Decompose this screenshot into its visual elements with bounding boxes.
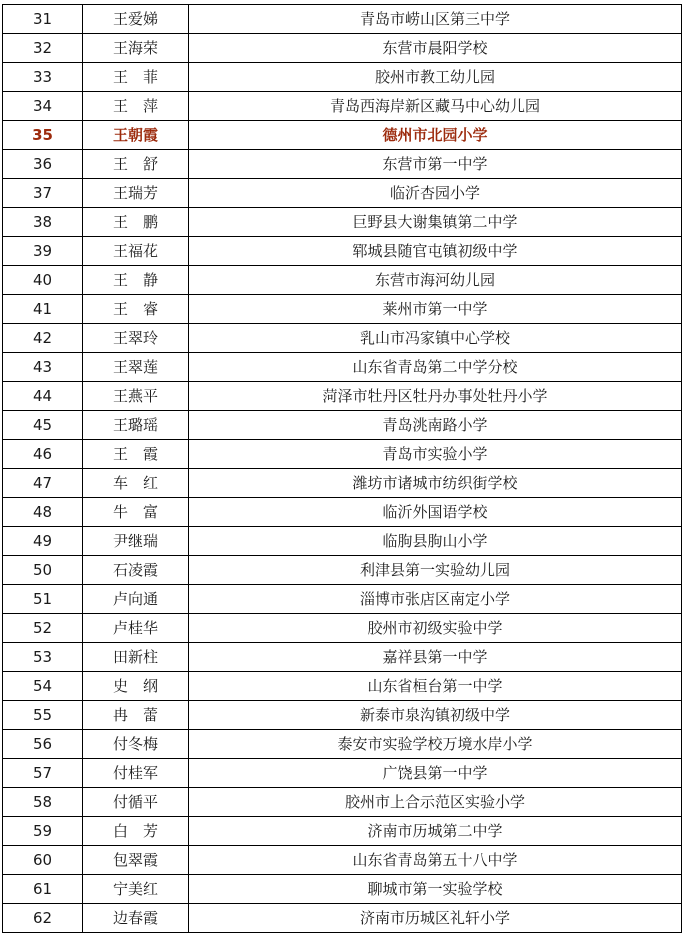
teacher-name-cell: 王海荣 — [83, 34, 189, 63]
teacher-name-cell: 王 静 — [83, 266, 189, 295]
teacher-name-cell: 王福花 — [83, 237, 189, 266]
table-row — [3, 34, 682, 63]
school-name-cell: 胶州市教工幼儿园 — [189, 63, 682, 92]
teacher-name-cell: 王 鹏 — [83, 208, 189, 237]
school-name-cell: 山东省桓台第一中学 — [189, 672, 682, 701]
teacher-name-cell: 王朝霞 — [83, 121, 189, 150]
school-name-cell: 德州市北园小学 — [189, 121, 682, 150]
school-name-cell: 胶州市初级实验中学 — [189, 614, 682, 643]
school-name-cell: 山东省青岛第五十八中学 — [189, 846, 682, 875]
row-number-cell: 31 — [3, 5, 83, 34]
row-number-cell: 47 — [3, 469, 83, 498]
table-row — [3, 527, 682, 556]
table-row — [3, 614, 682, 643]
teacher-name-cell: 牛 富 — [83, 498, 189, 527]
teacher-name-cell: 王璐瑶 — [83, 411, 189, 440]
teacher-name-cell: 付循平 — [83, 788, 189, 817]
table-row — [3, 382, 682, 411]
school-name-cell: 巨野县大谢集镇第二中学 — [189, 208, 682, 237]
teacher-name-cell: 王瑞芳 — [83, 179, 189, 208]
row-number-cell: 36 — [3, 150, 83, 179]
table-row — [3, 759, 682, 788]
teacher-name-cell: 王翠玲 — [83, 324, 189, 353]
teacher-name-cell: 车 红 — [83, 469, 189, 498]
teacher-name-cell: 包翠霞 — [83, 846, 189, 875]
school-name-cell: 嘉祥县第一中学 — [189, 643, 682, 672]
row-number-cell: 61 — [3, 875, 83, 904]
row-number-cell: 58 — [3, 788, 83, 817]
teacher-name-cell: 王燕平 — [83, 382, 189, 411]
teacher-name-cell: 王 萍 — [83, 92, 189, 121]
row-number-cell: 53 — [3, 643, 83, 672]
row-number-cell: 43 — [3, 353, 83, 382]
school-name-cell: 济南市历城区礼轩小学 — [189, 904, 682, 933]
teacher-name-cell: 白 芳 — [83, 817, 189, 846]
table-row — [3, 788, 682, 817]
school-name-cell: 胶州市上合示范区实验小学 — [189, 788, 682, 817]
table-row — [3, 208, 682, 237]
teacher-name-cell: 田新柱 — [83, 643, 189, 672]
teacher-name-cell: 卢桂华 — [83, 614, 189, 643]
table-row — [3, 266, 682, 295]
school-name-cell: 东营市晨阳学校 — [189, 34, 682, 63]
school-name-cell: 泰安市实验学校万境水岸小学 — [189, 730, 682, 759]
teacher-name-cell: 付冬梅 — [83, 730, 189, 759]
row-number-cell: 62 — [3, 904, 83, 933]
row-number-cell: 46 — [3, 440, 83, 469]
school-name-cell: 淄博市张店区南定小学 — [189, 585, 682, 614]
teacher-name-cell: 王翠莲 — [83, 353, 189, 382]
teacher-name-cell: 卢向通 — [83, 585, 189, 614]
teacher-name-cell: 石凌霞 — [83, 556, 189, 585]
teacher-name-cell: 王 舒 — [83, 150, 189, 179]
table-row — [3, 295, 682, 324]
row-number-cell: 38 — [3, 208, 83, 237]
row-number-cell: 49 — [3, 527, 83, 556]
row-number-cell: 40 — [3, 266, 83, 295]
table-row — [3, 92, 682, 121]
table-row — [3, 440, 682, 469]
school-name-cell: 潍坊市诸城市纺织街学校 — [189, 469, 682, 498]
row-number-cell: 42 — [3, 324, 83, 353]
table-row — [3, 324, 682, 353]
teacher-name-cell: 宁美红 — [83, 875, 189, 904]
table-row — [3, 672, 682, 701]
row-number-cell: 44 — [3, 382, 83, 411]
row-number-cell: 57 — [3, 759, 83, 788]
row-number-cell: 50 — [3, 556, 83, 585]
school-name-cell: 郓城县随官屯镇初级中学 — [189, 237, 682, 266]
school-name-cell: 临沂外国语学校 — [189, 498, 682, 527]
roster-body — [3, 5, 682, 933]
row-number-cell: 35 — [3, 121, 83, 150]
teacher-name-cell: 边春霞 — [83, 904, 189, 933]
table-row — [3, 817, 682, 846]
table-row — [3, 701, 682, 730]
teacher-name-cell: 王 菲 — [83, 63, 189, 92]
row-number-cell: 32 — [3, 34, 83, 63]
school-name-cell: 青岛西海岸新区藏马中心幼儿园 — [189, 92, 682, 121]
table-row — [3, 730, 682, 759]
table-row — [3, 498, 682, 527]
table-row — [3, 121, 682, 150]
school-name-cell: 山东省青岛第二中学分校 — [189, 353, 682, 382]
school-name-cell: 青岛洮南路小学 — [189, 411, 682, 440]
row-number-cell: 37 — [3, 179, 83, 208]
row-number-cell: 56 — [3, 730, 83, 759]
teacher-name-cell: 付桂军 — [83, 759, 189, 788]
teacher-name-cell: 王 霞 — [83, 440, 189, 469]
teacher-name-cell: 王 睿 — [83, 295, 189, 324]
table-row — [3, 875, 682, 904]
table-row — [3, 556, 682, 585]
table-row — [3, 5, 682, 34]
row-number-cell: 52 — [3, 614, 83, 643]
roster-table — [2, 4, 682, 933]
row-number-cell: 59 — [3, 817, 83, 846]
school-name-cell: 广饶县第一中学 — [189, 759, 682, 788]
school-name-cell: 东营市第一中学 — [189, 150, 682, 179]
teacher-name-cell: 尹继瑞 — [83, 527, 189, 556]
table-row — [3, 179, 682, 208]
table-row — [3, 237, 682, 266]
school-name-cell: 莱州市第一中学 — [189, 295, 682, 324]
table-row — [3, 353, 682, 382]
school-name-cell: 利津县第一实验幼儿园 — [189, 556, 682, 585]
table-row — [3, 469, 682, 498]
row-number-cell: 41 — [3, 295, 83, 324]
table-row — [3, 411, 682, 440]
row-number-cell: 55 — [3, 701, 83, 730]
table-row — [3, 846, 682, 875]
school-name-cell: 乳山市冯家镇中心学校 — [189, 324, 682, 353]
school-name-cell: 济南市历城第二中学 — [189, 817, 682, 846]
school-name-cell: 东营市海河幼儿园 — [189, 266, 682, 295]
table-row — [3, 150, 682, 179]
teacher-name-cell: 王爱娣 — [83, 5, 189, 34]
row-number-cell: 34 — [3, 92, 83, 121]
table-row — [3, 643, 682, 672]
teacher-name-cell: 史 纲 — [83, 672, 189, 701]
row-number-cell: 60 — [3, 846, 83, 875]
table-row — [3, 63, 682, 92]
table-row — [3, 585, 682, 614]
table-row — [3, 904, 682, 933]
row-number-cell: 39 — [3, 237, 83, 266]
school-name-cell: 菏泽市牡丹区牡丹办事处牡丹小学 — [189, 382, 682, 411]
teacher-name-cell: 冉 蕾 — [83, 701, 189, 730]
row-number-cell: 45 — [3, 411, 83, 440]
row-number-cell: 48 — [3, 498, 83, 527]
row-number-cell: 33 — [3, 63, 83, 92]
school-name-cell: 聊城市第一实验学校 — [189, 875, 682, 904]
school-name-cell: 临沂杏园小学 — [189, 179, 682, 208]
row-number-cell: 54 — [3, 672, 83, 701]
school-name-cell: 青岛市崂山区第三中学 — [189, 5, 682, 34]
row-number-cell: 51 — [3, 585, 83, 614]
school-name-cell: 临朐县朐山小学 — [189, 527, 682, 556]
school-name-cell: 新泰市泉沟镇初级中学 — [189, 701, 682, 730]
school-name-cell: 青岛市实验小学 — [189, 440, 682, 469]
